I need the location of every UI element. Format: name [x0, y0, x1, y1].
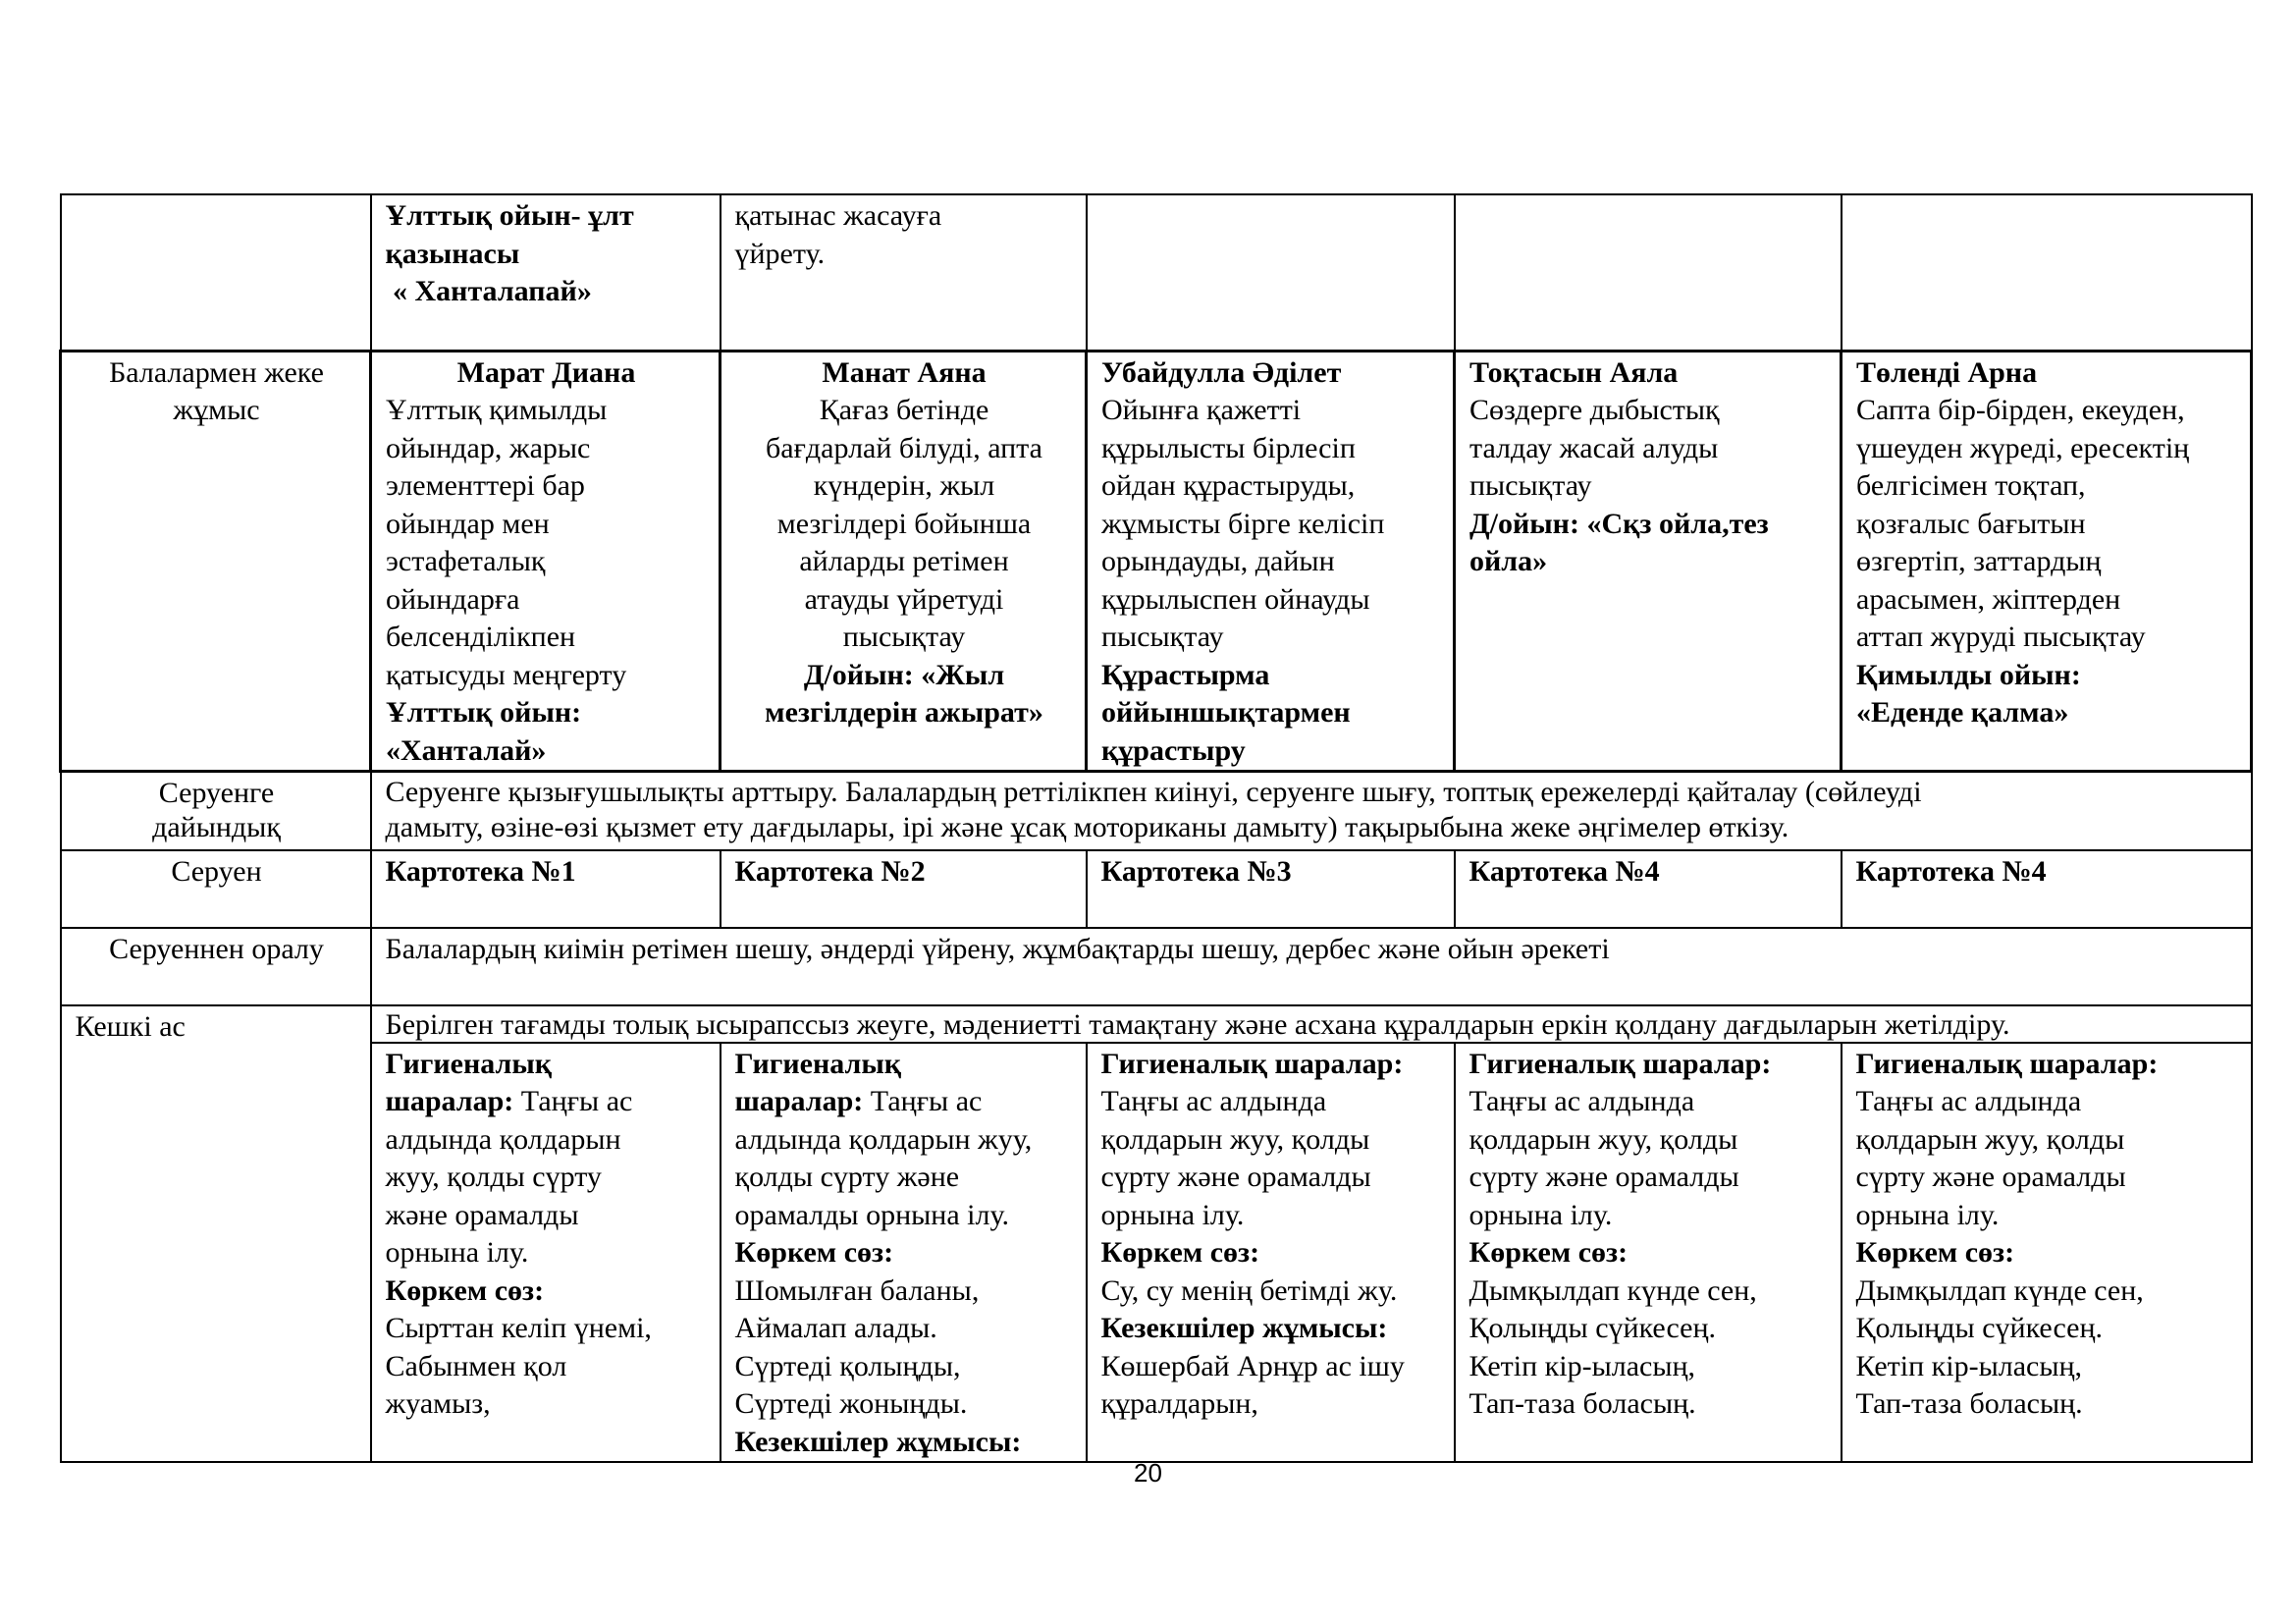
- text-line: арасымен, жіптерден: [1856, 582, 2121, 616]
- text-line: талдау жасай алуды: [1469, 431, 1719, 464]
- text-line: Сапта бір-бірден, екеуден,: [1856, 394, 2185, 426]
- text-line: құрылысты бірлесіп: [1101, 431, 1356, 464]
- text-line: құралдарын,: [1100, 1387, 1258, 1420]
- text-line: эстафеталық: [386, 545, 546, 577]
- activity-title: ойла»: [1469, 545, 1548, 577]
- row-label-line: дайындық: [152, 810, 281, 843]
- child-name: Марат Диана: [456, 355, 636, 389]
- game-goal-cell: [721, 194, 1087, 351]
- text-line: мезгілдері бойынша: [776, 507, 1032, 540]
- activity-title: Қимылды ойын:: [1856, 658, 2081, 691]
- text-fragment: Таңғы ас: [513, 1085, 633, 1117]
- text-line: Дымқылдап күнде сен,: [1855, 1273, 2144, 1307]
- hygiene-title: Гигиеналық: [734, 1047, 902, 1080]
- text-line: Шомылған баланы,: [734, 1273, 980, 1307]
- table-row-return: [61, 928, 2252, 1005]
- text-line: Сырттан келіп үнемі,: [385, 1312, 652, 1344]
- child-name: Убайдулла Әділет: [1101, 355, 1342, 389]
- child-cell-2: [721, 351, 1087, 772]
- dinner-cell-2: [721, 1043, 1087, 1463]
- table-row-game: [61, 194, 2252, 351]
- text-line: өзгертіп, заттардың: [1856, 545, 2102, 577]
- text-line: пысықтау: [1101, 621, 1224, 653]
- child-cell-4: [1455, 351, 1842, 772]
- text-line: [735, 1083, 1074, 1121]
- activity-title: құрастыру: [1101, 733, 1246, 767]
- text-line: үшеуден жүреді, ересектің: [1856, 431, 2190, 464]
- empty-cell: [1087, 194, 1455, 351]
- dinner-cell-1: [371, 1043, 721, 1463]
- text-line: қолдарын жуу, қолды: [1468, 1122, 1738, 1156]
- card-cell: [721, 850, 1087, 928]
- text-line: Кетіп кір-ыласың,: [1855, 1349, 2083, 1382]
- text-line: пысықтау: [842, 621, 966, 653]
- game-line: қазынасы: [385, 237, 520, 270]
- card-label: Картотека №2: [734, 854, 926, 888]
- text-line: Сөздерге дыбыстық: [1469, 394, 1720, 426]
- card-label: Картотека №3: [1100, 854, 1292, 888]
- text-line: Сабынмен қол: [385, 1349, 567, 1382]
- text-line: Таңғы ас алдында: [1855, 1085, 2082, 1117]
- dinner-cell-3: [1087, 1043, 1455, 1463]
- text-line: бағдарлай білуді, апта: [766, 431, 1042, 464]
- text-line: Қолыңды сүйкесең.: [1468, 1312, 1717, 1344]
- row-label: [61, 351, 371, 772]
- text-line: орамалды орнына ілу.: [734, 1198, 1009, 1231]
- page-number: 20: [1134, 1458, 1162, 1488]
- text-line: Сүртеді жоныңды.: [734, 1387, 968, 1420]
- game-line: « Ханталапай»: [385, 275, 592, 307]
- poem-title: Көркем сөз:: [734, 1236, 894, 1269]
- text-line: атауды үйретуді: [804, 582, 1004, 616]
- text-line: белсенділікпен: [386, 621, 576, 653]
- text-line: ойындар, жарыс: [386, 431, 591, 464]
- text-line: сүрту және орамалды: [1468, 1161, 1739, 1193]
- card-cell: [371, 850, 721, 928]
- text-line: айларды ретімен: [799, 545, 1009, 577]
- walk-prep-text: [371, 772, 2252, 850]
- card-label: Картотека №4: [1855, 854, 2047, 888]
- row-label: Кешкі ас: [61, 1005, 371, 1463]
- text-line: Қағаз бетінде: [819, 394, 989, 426]
- text-line: Тап-таза боласың.: [1468, 1387, 1696, 1420]
- text-line: орындауды, дайын: [1101, 545, 1335, 577]
- text-line: белгісімен тоқтап,: [1856, 469, 2086, 502]
- child-cell-1: [371, 351, 721, 772]
- row-label-line: Серуенге: [158, 777, 275, 809]
- dinner-cell-5: [1842, 1043, 2252, 1463]
- text-line: күндерін, жыл: [813, 469, 995, 502]
- text-line: жұмысты бірге келісіп: [1101, 507, 1385, 540]
- table-row-dinner-details: [61, 1043, 2252, 1463]
- text-line: Таңғы ас алдында: [1100, 1085, 1327, 1117]
- card-label: Картотека №1: [385, 854, 576, 888]
- child-name: Манат Аяна: [822, 355, 987, 389]
- text-line: алдында қолдарын жуу,: [734, 1122, 1033, 1156]
- dinner-cell-4: [1455, 1043, 1842, 1463]
- row-label: [61, 772, 371, 850]
- text-line: орнына ілу.: [385, 1236, 529, 1269]
- dinner-text: Берілген тағамды толық ысырапссыз жеуге, мәдениетті тамақтану және асхана құралдарын еркін қолдану дағдыларын жетілдіру.: [371, 1005, 2252, 1043]
- daily-plan-table: [59, 193, 2253, 1463]
- activity-title: «Еденде қалма»: [1856, 696, 2069, 729]
- text-line: Дымқылдап күнде сен,: [1468, 1273, 1757, 1307]
- game-line: Ұлттық ойын- ұлт: [385, 199, 634, 232]
- text-line: сүрту және орамалды: [1855, 1161, 2126, 1193]
- game-cell: [371, 194, 721, 351]
- text-line: қозғалыс бағытын: [1856, 507, 2086, 540]
- activity-title: Д/ойын: «Сқз ойла,тез: [1469, 507, 1769, 540]
- text-line: аттап жүруді пысықтау: [1856, 621, 2146, 653]
- hygiene-title: Гигиеналық шаралар:: [1855, 1047, 2159, 1080]
- text-line: ойындар мен: [386, 507, 550, 540]
- text-line: алдында қолдарын: [385, 1122, 621, 1156]
- table-row-walk-prep: [61, 772, 2252, 850]
- text-line: [386, 1083, 708, 1121]
- text-line: Ойынға қажетті: [1101, 394, 1302, 426]
- activity-title: оййыншықтармен: [1101, 696, 1351, 729]
- text-line: қолдарын жуу, қолды: [1855, 1122, 2125, 1156]
- child-cell-5: [1842, 351, 2252, 772]
- activity-title: мезгілдерін ажырат»: [765, 696, 1043, 729]
- text-line: құрылыспен ойнауды: [1101, 582, 1370, 616]
- empty-cell: [1455, 194, 1842, 351]
- row-label-line: жұмыс: [173, 394, 260, 426]
- text-line: Кетіп кір-ыласың,: [1468, 1349, 1696, 1382]
- text-line: Тап-таза боласың.: [1855, 1387, 2083, 1420]
- text-fragment: Таңғы ас: [863, 1085, 983, 1117]
- text-line: Көшербай Арнұр ас ішу: [1100, 1349, 1405, 1382]
- child-cell-3: [1087, 351, 1455, 772]
- empty-label-cell: [61, 194, 371, 351]
- text-line: ойдан құрастыруды,: [1101, 469, 1356, 502]
- text-line: орнына ілу.: [1468, 1198, 1613, 1231]
- card-label: Картотека №4: [1468, 854, 1660, 888]
- text-line: қатынас жасауға: [734, 199, 942, 232]
- card-cell: [1455, 850, 1842, 928]
- text-line: орнына ілу.: [1100, 1198, 1245, 1231]
- table-row-walk: [61, 850, 2252, 928]
- table-row-individual-work: [61, 351, 2252, 772]
- hygiene-title: шаралар:: [734, 1085, 864, 1117]
- row-label: Серуеннен оралу: [61, 928, 371, 1005]
- text-line: ойындарға: [386, 582, 520, 616]
- row-label-line: Балалармен жеке: [109, 355, 324, 389]
- child-name: Тоқтасын Аяла: [1469, 355, 1679, 389]
- text-line: жуамыз,: [385, 1387, 491, 1420]
- text-line: дамыту, өзіне-өзі қызмет ету дағдылары, ірі және ұсақ моториканы дамыту) тақырыбына жеке әңгімелер өткізу.: [385, 811, 1789, 843]
- text-line: жуу, қолды сүрту: [385, 1161, 602, 1193]
- poem-title: Көркем сөз:: [1468, 1236, 1629, 1269]
- activity-title: Д/ойын: «Жыл: [803, 658, 1005, 691]
- text-line: үйрету.: [734, 237, 826, 270]
- activity-title: «Ханталай»: [386, 733, 547, 767]
- activity-title: Құрастырма: [1101, 658, 1270, 691]
- text-line: Сүртеді қолыңды,: [734, 1349, 961, 1382]
- text-line: және орамалды: [385, 1198, 579, 1231]
- text-line: қатысуды меңгерту: [386, 658, 627, 691]
- text-line: сүрту және орамалды: [1100, 1161, 1371, 1193]
- hygiene-title: Гигиеналық шаралар:: [1100, 1047, 1404, 1080]
- return-text: Балалардың киімін ретімен шешу, әндерді үйрену, жұмбақтарды шешу, дербес және ойын әрекеті: [371, 928, 2252, 1005]
- hygiene-title: Гигиеналық: [385, 1047, 553, 1080]
- text-line: Таңғы ас алдында: [1468, 1085, 1695, 1117]
- text-line: орнына ілу.: [1855, 1198, 2000, 1231]
- table-row-dinner: [61, 1005, 2252, 1043]
- text-line: Ұлттық қимылды: [386, 394, 608, 426]
- duty-title: Кезекшілер жұмысы:: [734, 1425, 1022, 1458]
- duty-title: Кезекшілер жұмысы:: [1100, 1312, 1388, 1344]
- hygiene-title: шаралар:: [385, 1085, 514, 1117]
- poem-title: Көркем сөз:: [385, 1273, 545, 1307]
- child-name: Төленді Арна: [1856, 355, 2038, 389]
- empty-cell: [1842, 194, 2252, 351]
- row-label: Серуен: [61, 850, 371, 928]
- poem-title: Көркем сөз:: [1100, 1236, 1260, 1269]
- text-line: пысықтау: [1469, 469, 1592, 502]
- text-line: қолды сүрту және: [734, 1161, 960, 1193]
- card-cell: [1842, 850, 2252, 928]
- hygiene-title: Гигиеналық шаралар:: [1468, 1047, 1772, 1080]
- text-line: Қолыңды сүйкесең.: [1855, 1312, 2104, 1344]
- text-line: Су, су менің бетімді жу.: [1100, 1273, 1398, 1307]
- text-line: Аймалап алады.: [734, 1312, 937, 1344]
- activity-title: Ұлттық ойын:: [386, 696, 582, 729]
- text-line: элементтері бар: [386, 469, 585, 502]
- text-line: Серуенге қызығушылықты арттыру. Балалардың реттілікпен киінуі, серуенге шығу, топтық ережелерді қайталау (сөйлеуді: [385, 776, 1922, 808]
- poem-title: Көркем сөз:: [1855, 1236, 2015, 1269]
- card-cell: [1087, 850, 1455, 928]
- text-line: қолдарын жуу, қолды: [1100, 1122, 1370, 1156]
